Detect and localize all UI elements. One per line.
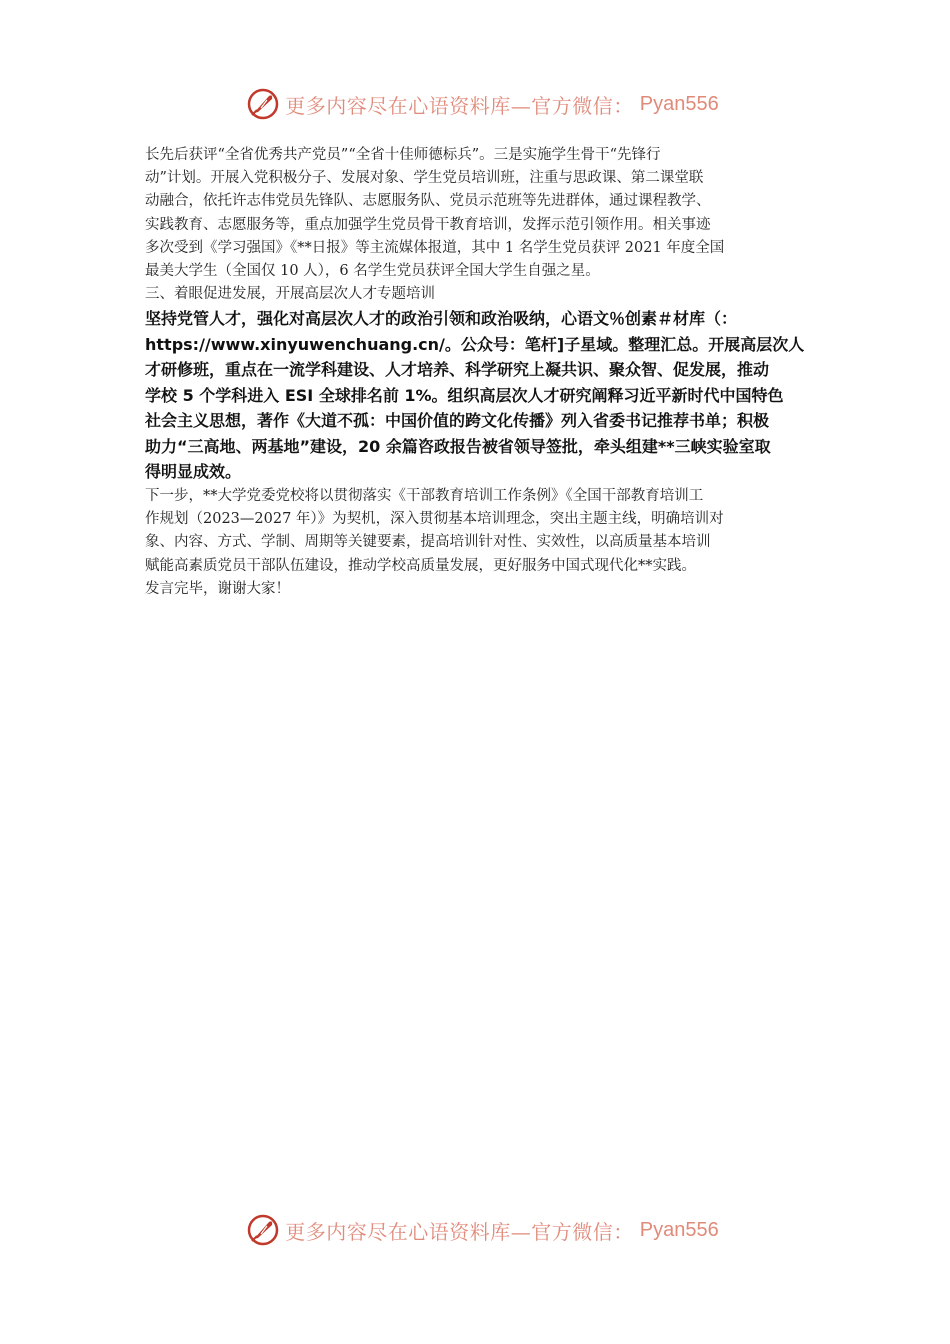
text-line: 最美大学生（全国仅 10 人），6 名学生党员获评全国大学生自强之星。: [145, 263, 600, 280]
quill-logo-icon: [247, 1214, 279, 1246]
text-line: 多次受到《学习强国》《**日报》等主流媒体报道，其中 1 名学生党员获评 2021 年度全国: [145, 239, 725, 256]
text-line: 助力“三高地、两基地”建设，20 余篇咨政报告被省领导签批，牵头组建**三峡实验室取: [145, 436, 771, 456]
text-line: 社会主义思想，著作《大道不孤：中国价值的跨文化传播》列入省委书记推荐书单；积极: [145, 411, 770, 431]
quill-logo-icon: [247, 88, 279, 120]
paragraph-student-leaders: [145, 144, 807, 283]
text-line: 下一步，**大学党委党校将以贯彻落实《干部教育培训工作条例》《全国干部教育培训工: [145, 487, 704, 504]
text-line: 才研修班，重点在一流学科建设、人才培养、科学研究上凝共识、聚众智、促发展，推动: [145, 360, 770, 380]
text-line: https://www.xinyuwenchuang.cn/。公众号：笔杆]子星域。整理汇总。开展高层次人: [145, 334, 805, 354]
banner-wechat-id: Pyan556: [639, 1218, 719, 1241]
text-line: 作规划（2023—2027 年）》为契机，深入贯彻基本培训理念，突出主题主线，明确培训对: [145, 511, 724, 528]
text-line: 得明显成效。: [145, 462, 242, 482]
header-banner: [0, 82, 950, 126]
section-heading: 三、着眼促进发展，开展高层次人才专题培训: [145, 286, 435, 303]
banner-text: 更多内容尽在心语资料库—官方微信：: [285, 93, 634, 118]
banner-wechat-id: Pyan556: [639, 92, 719, 115]
closing-line: 发言完毕，谢谢大家！: [145, 580, 290, 597]
paragraph-next-steps: [145, 485, 807, 578]
document-body: [145, 144, 807, 601]
text-line: 象、内容、方式、学制、周期等关键要素，提高培训针对性、实效性，以高质量基本培训: [145, 534, 711, 551]
text-line: 坚持党管人才，强化对高层次人才的政治引领和政治吸纳，心语文％创素＃材库（：: [145, 309, 738, 329]
text-line: 动融合，依托许志伟党员先锋队、志愿服务队、党员示范班等先进群体，通过课程教学、: [145, 193, 711, 210]
text-line: 赋能高素质党员干部队伍建设，推动学校高质量发展，更好服务中国式现代化**实践。: [145, 557, 696, 574]
text-line: 实践教育、志愿服务等，重点加强学生党员骨干教育培训，发挥示范引领作用。相关事迹: [145, 216, 711, 233]
text-line: 长先后获评“全省优秀共产党员”“全省十佳师德标兵”。三是实施学生骨干“先锋行: [145, 147, 661, 163]
banner-text: 更多内容尽在心语资料库—官方微信：: [285, 1219, 634, 1244]
paragraph-talent-training: [145, 306, 807, 485]
footer-banner: [0, 1208, 950, 1252]
text-line: 动”计划。开展入党积极分子、发展对象、学生党员培训班，注重与思政课、第二课堂联: [145, 170, 704, 187]
text-line: 学校 5 个学科进入 ESI 全球排名前 1%。组织高层次人才研究阐释习近平新时代中国特色: [145, 385, 784, 405]
